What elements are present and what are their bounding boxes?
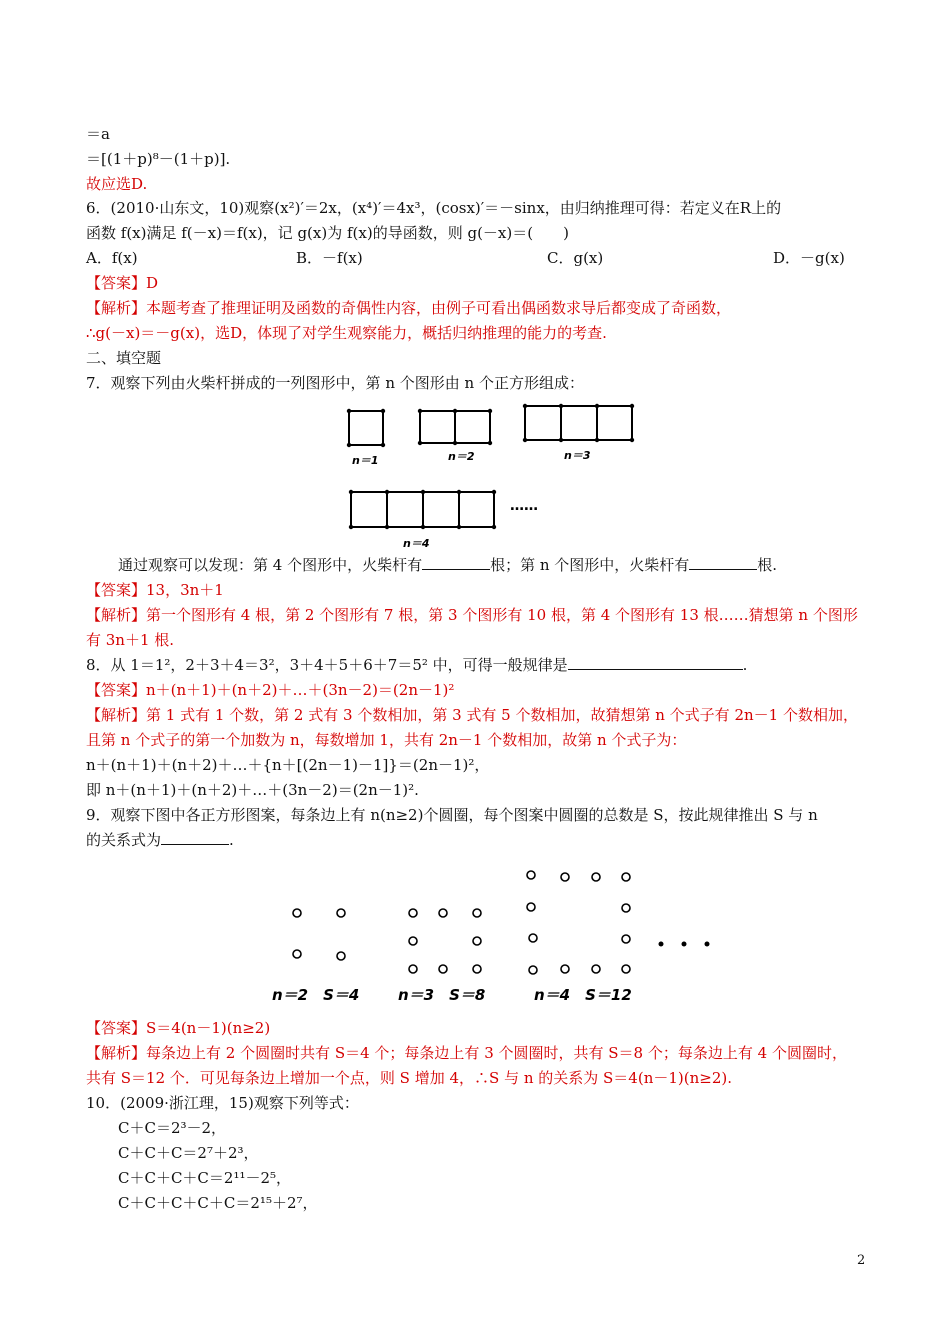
formula-line-1: n＋(n＋1)＋(n＋2)＋…＋{n＋[(2n－1)－1]}＝(2n－1)²， [86, 756, 490, 774]
question-6-line-2: 函数 f(x)满足 f(－x)＝f(x)，记 g(x)为 f(x)的导函数，则 g(－x)＝( ) [86, 224, 569, 242]
fig7-label-n4: n＝4 [403, 537, 430, 550]
question-7-line-1: 7．观察下列由火柴杆拼成的一列图形中，第 n 个图形由 n 个正方形组成： [86, 374, 584, 392]
answer-8: 【答案】n＋(n＋1)＋(n＋2)＋…＋(3n－2)＝(2n－1)² [86, 681, 455, 699]
explanation-8-line-2: 且第 n 个式子的第一个加数为 n，每数增加 1，共有 2n－1 个数相加，故第 n 个式子为： [86, 731, 687, 749]
square-n4-b [387, 492, 423, 527]
explanation-6-line-1: 【解析】本题考查了推理证明及函数的奇偶性内容，由例子可看出偶函数求导后都变成了奇函数， [86, 299, 732, 317]
explanation-8-line-1: 【解析】第 1 式有 1 个数，第 2 式有 3 个数相加，第 3 式有 5 个数相加，故猜想第 n 个式子有 2n－1 个数相加， [86, 706, 858, 724]
question-6-line-1: 6．(2010·山东文，10)观察(x²)′＝2x，(x⁴)′＝4x³，(cosx)′＝－sinx，由归纳推理可得：若定义在R上的 [86, 199, 782, 217]
page-number: 2 [857, 1253, 866, 1268]
q8-end: . [742, 656, 748, 674]
fig9-label-n3: n＝3 S＝8 [398, 986, 486, 1004]
question-9-line-1: 9．观察下图中各正方形图案，每条边上有 n(n≥2)个圆圈，每个图案中圆圈的总数是 S，按此规律推出 S 与 n [86, 806, 818, 824]
option-c: C．g(x) [547, 249, 604, 267]
option-b: B．－f(x) [296, 249, 363, 267]
q7-text-3: 根. [757, 556, 778, 574]
square-n4-c [423, 492, 459, 527]
text-line: ＝[(1＋p)⁸－(1＋p)]. [86, 150, 231, 168]
square-n2-b [455, 411, 490, 443]
q9-end: . [229, 831, 234, 849]
blank-3 [568, 655, 743, 670]
text-line: ＝a [86, 125, 110, 143]
square-n2-a [420, 411, 455, 443]
formula-line-2: 即 n＋(n＋1)＋(n＋2)＋…＋(3n－2)＝(2n－1)². [86, 781, 419, 799]
explanation-7-line-2: 有 3n＋1 根. [86, 631, 175, 649]
option-a: A．f(x) [86, 249, 138, 267]
question-8 [86, 655, 747, 675]
square-n4-d [459, 492, 494, 527]
blank-4 [161, 830, 229, 845]
answer-6: 【答案】D [86, 274, 159, 292]
blank-2 [689, 555, 757, 570]
answer-9: 【答案】S＝4(n－1)(n≥2) [86, 1019, 271, 1037]
fig7-label-n1: n＝1 [352, 454, 379, 467]
circle-pattern-figure [260, 862, 730, 1012]
explanation-9-line-1: 【解析】每条边上有 2 个圆圈时共有 S＝4 个；每条边上有 3 个圆圈时，共有 S＝8 个；每条边上有 4 个圆圈时， [86, 1044, 847, 1062]
q8-text: 8．从 1＝1²，2＋3＋4＝3²，3＋4＋5＋6＋7＝5² 中，可得一般规律是 [86, 656, 568, 674]
square-n4-a [351, 492, 387, 527]
q7-text-1: 通过观察可以发现：第 4 个图形中，火柴杆有 [118, 556, 423, 574]
fig7-ellipsis: …… [510, 498, 538, 514]
explanation-7-line-1: 【解析】第一个图形有 4 根，第 2 个图形有 7 根，第 3 个图形有 10 根，第 4 个图形有 13 根……猜想第 n 个图形 [86, 606, 858, 624]
matchstick-figure-n3 [520, 400, 640, 466]
question-10: 10．(2009·浙江理，15)观察下列等式： [86, 1094, 359, 1112]
equation-2: C＋C＋C＝2⁷＋2³， [118, 1144, 259, 1162]
question-9-line-2 [86, 830, 234, 850]
fig9-label-n4: n＝4 S＝12 [534, 986, 632, 1004]
fig9-label-n2: n＝2 S＝4 [272, 986, 360, 1004]
equation-1: C＋C＝2³－2， [118, 1119, 227, 1137]
conclusion-line: 故应选D. [86, 175, 148, 193]
fig7-label-n3: n＝3 [564, 449, 591, 462]
question-7-line-2 [118, 555, 777, 575]
q7-text-2: 根；第 n 个图形中，火柴杆有 [490, 556, 690, 574]
option-d: D．－g(x) [773, 249, 845, 267]
answer-7: 【答案】13，3n＋1 [86, 581, 224, 599]
square-n1 [349, 411, 383, 445]
equation-4: C＋C＋C＋C＋C＝2¹⁵＋2⁷， [118, 1194, 318, 1212]
explanation-6-line-2: ∴g(－x)＝－g(x)，选D，体现了对学生观察能力，概括归纳推理的能力的考查. [86, 324, 607, 342]
q9-text: 的关系式为 [86, 831, 162, 849]
blank-1 [422, 555, 490, 570]
explanation-9-line-2: 共有 S＝12 个．可见每条边上增加一个点，则 S 增加 4，∴S 与 n 的关系为 S＝4(n－1)(n≥2). [86, 1069, 733, 1087]
equation-3: C＋C＋C＋C＝2¹¹－2⁵， [118, 1169, 292, 1187]
fig7-label-n2: n＝2 [448, 450, 475, 463]
section-heading: 二、填空题 [86, 349, 162, 367]
